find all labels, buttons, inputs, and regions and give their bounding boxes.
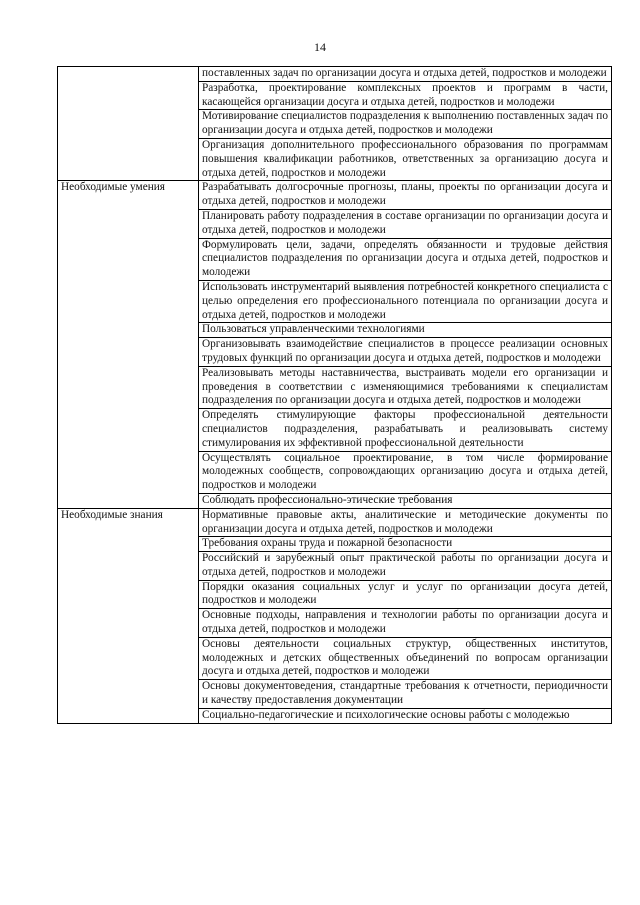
table-cell-item: Социально-педагогические и психологические основы работы с молодежью [199,708,612,723]
section-label [58,67,199,181]
table-cell-item: Нормативные правовые акты, аналитические и методические документы по организации досуга и отдыха детей, подростков и молодежи [199,508,612,537]
section-label: Необходимые умения [58,181,199,508]
table-cell-item: Планировать работу подразделения в составе организации по организации досуга и отдыха детей, подростков и молодежи [199,209,612,238]
table-cell-item: Основы документоведения, стандартные требования к отчетности, периодичности и качеству предоставления документации [199,680,612,709]
table-cell-item: Соблюдать профессионально-этические требования [199,493,612,508]
table-cell-item: Определять стимулирующие факторы профессиональной деятельности специалистов подразделения, разрабатывать и реализовывать систему стимулирования их эффективной профессиональной деятельности [199,409,612,451]
table-cell-item: Порядки оказания социальных услуг и услуг по организации досуга детей, подростков и молодежи [199,580,612,609]
table-cell-item: Организовывать взаимодействие специалистов в процессе реализации основных трудовых функций по организации досуга и отдыха детей, подростков и молодежи [199,338,612,367]
competency-table [57,66,612,724]
table-cell-item: Осуществлять социальное проектирование, в том числе формирование молодежных сообществ, сопровождающих организацию досуга и отдыха детей, подростков и молодежи [199,451,612,493]
section-label: Необходимые знания [58,508,199,723]
page-number: 14 [314,40,326,54]
table-cell-item: Разрабатывать долгосрочные прогнозы, планы, проекты по организации досуга и отдыха детей, подростков и молодежи [199,181,612,210]
table-row [58,181,612,210]
table-cell-item: Требования охраны труда и пожарной безопасности [199,537,612,552]
table-cell-item: Мотивирование специалистов подразделения к выполнению поставленных задач по организации досуга и отдыха детей, подростков и молодежи [199,110,612,139]
table-row [58,67,612,82]
table-cell-item: Использовать инструментарий выявления потребностей конкретного специалиста с целью определения его профессионального потенциала по организации досуга и отдыха детей, подростков и молодежи [199,280,612,322]
table-row [58,508,612,537]
table-cell-item: Основные подходы, направления и технологии работы по организации досуга и отдыха детей, подростков и молодежи [199,609,612,638]
table-cell-item: поставленных задач по организации досуга и отдыха детей, подростков и молодежи [199,67,612,82]
competency-table-body [58,67,612,724]
table-cell-item: Организация дополнительного профессионального образования по программам повышения квалификации работников, ответственных за организацию досуга и отдыха детей, подростков и молодежи [199,138,612,180]
table-cell-item: Разработка, проектирование комплексных проектов и программ в части, касающейся организации досуга и отдыха детей, подростков и молодежи [199,81,612,110]
table-cell-item: Реализовывать методы наставничества, выстраивать модели его организации и проведения в соответствии с изменяющимися требованиями к специалистам подразделения по организации досуга и отдыха детей, подростков и молодежи [199,366,612,408]
table-cell-item: Пользоваться управленческими технологиями [199,323,612,338]
table-cell-item: Российский и зарубежный опыт практической работы по организации досуга и отдыха детей, подростков и молодежи [199,552,612,581]
table-cell-item: Основы деятельности социальных структур, общественных институтов, молодежных и детских общественных объединений по вопросам организации досуга и отдыха детей, подростков и молодежи [199,637,612,679]
table-cell-item: Формулировать цели, задачи, определять обязанности и трудовые действия специалистов подразделения по организации досуга и отдыха детей, подростков и молодежи [199,238,612,280]
